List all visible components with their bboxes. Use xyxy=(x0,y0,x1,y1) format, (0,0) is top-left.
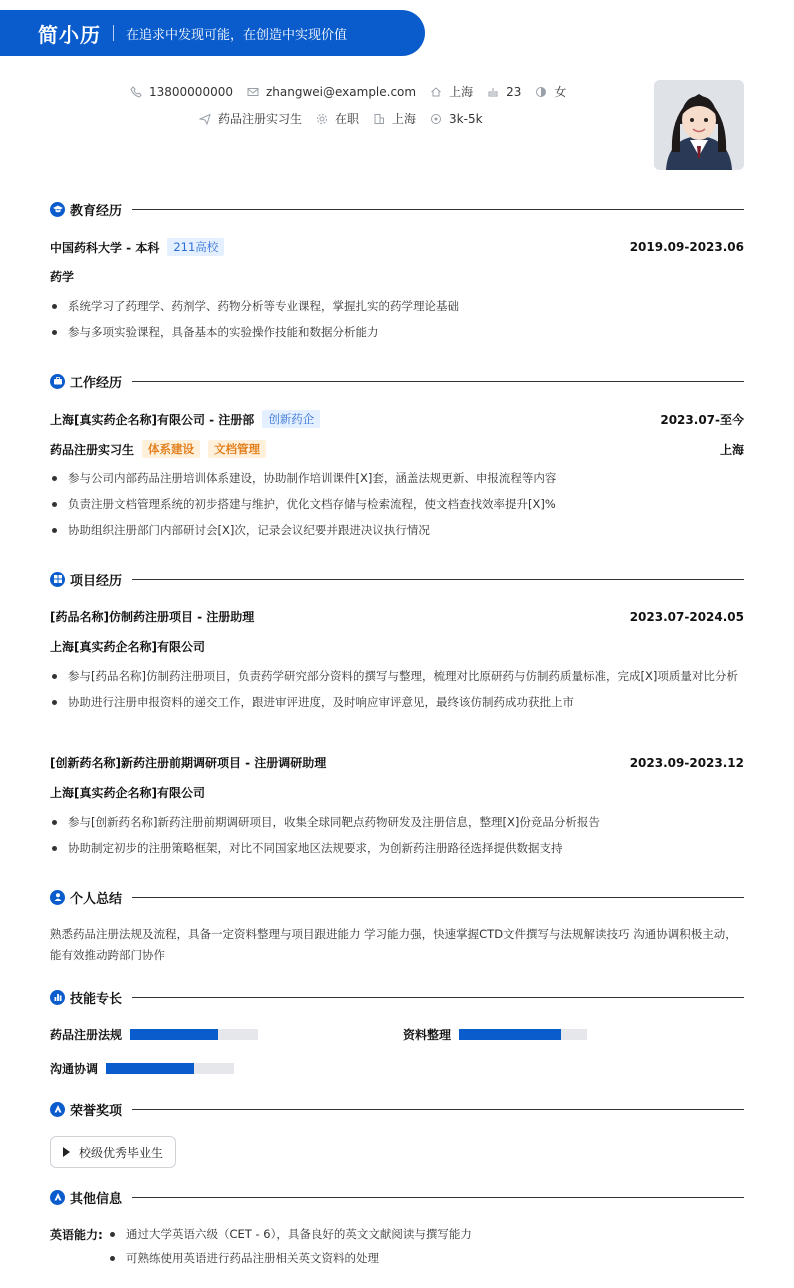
project-date: 2023.09-2023.12 xyxy=(629,755,744,770)
briefcase-icon xyxy=(50,374,65,389)
skill-item xyxy=(50,1026,258,1043)
english-label: 英语能力: xyxy=(50,1228,103,1242)
list-item: 协助进行注册申报资料的递交工作，跟进审评进度，及时响应审评意见，最终该仿制药成功获批上市 xyxy=(50,692,744,713)
work-position-row xyxy=(50,440,744,458)
list-item: 参与公司内部药品注册培训体系建设，协助制作培训课件[X]套，涵盖法规更新、申报流程等内容 xyxy=(50,468,744,489)
list-item: 系统学习了药理学、药剂学、药物分析等专业课程，掌握扎实的药学理论基础 xyxy=(50,296,744,317)
company-name: 上海[真实药企名称]有限公司 - 注册部 xyxy=(50,412,255,427)
honor-item xyxy=(50,1136,176,1168)
section-summary: 个人总结 xyxy=(50,888,744,906)
gender-icon xyxy=(535,86,547,98)
project-company-row xyxy=(50,638,744,655)
position-title: 药品注册实习生 xyxy=(50,442,135,457)
coin-icon xyxy=(430,113,442,125)
expected-salary: 3k-5k xyxy=(430,112,483,126)
building-icon xyxy=(373,113,385,125)
contact-row-2 xyxy=(199,110,497,127)
award-icon xyxy=(50,1190,65,1205)
section-divider xyxy=(132,1197,744,1198)
skill-item xyxy=(50,1060,234,1077)
skill-bar xyxy=(459,1029,587,1040)
contact-row-1 xyxy=(130,83,580,100)
section-divider xyxy=(132,897,744,898)
honor-label: 校级优秀毕业生 xyxy=(79,1145,164,1160)
school-name: 中国药科大学 - 本科 xyxy=(50,240,160,255)
skill-bar-fill xyxy=(106,1063,194,1074)
project-date: 2023.07-2024.05 xyxy=(629,609,744,624)
job-status: 在职 xyxy=(316,110,359,127)
major: 药学 xyxy=(50,270,75,284)
skill-item xyxy=(403,1026,587,1043)
project-header xyxy=(50,754,744,771)
section-divider xyxy=(132,1109,744,1110)
mail-icon xyxy=(247,86,259,98)
contact-age: 23 xyxy=(487,85,521,99)
gear-icon xyxy=(316,113,328,125)
skill-bar xyxy=(130,1029,258,1040)
education-date: 2019.09-2023.06 xyxy=(629,240,744,254)
section-education: 教育经历 xyxy=(50,200,744,218)
list-item: 参与[创新药名称]新药注册前期调研项目，收集全球同靶点药物研发及注册信息，整理[X]份竞品分析报告 xyxy=(50,812,744,833)
skill-name: 药品注册法规 xyxy=(50,1028,123,1042)
section-divider xyxy=(132,209,744,210)
contact-phone: 13800000000 xyxy=(130,85,233,99)
list-item: 负责注册文档管理系统的初步搭建与维护，优化文档存储与检索流程，使文档查找效率提升[X]% xyxy=(50,494,744,515)
section-projects: 项目经历 xyxy=(50,570,744,588)
section-divider xyxy=(132,579,744,580)
home-icon xyxy=(430,86,442,98)
work-header xyxy=(50,410,744,428)
company-tag: 创新药企 xyxy=(262,410,320,428)
award-icon xyxy=(50,1102,65,1117)
summary-text: 熟悉药品注册法规及流程，具备一定资料整理与项目跟进能力 学习能力强，快速掌握CTD文件撰写与法规解读技巧 沟通协调积极主动，能有效推动跨部门协作 xyxy=(50,927,737,962)
project-bullets xyxy=(50,666,744,718)
list-item: 参与[药品名称]仿制药注册项目，负责药学研究部分资料的撰写与整理，梳理对比原研药与仿制药质量标准，完成[X]项质量对比分析 xyxy=(50,666,744,687)
contact-gender: 女 xyxy=(535,83,566,100)
contact-email: zhangwei@example.com xyxy=(247,85,416,99)
triangle-right-icon xyxy=(63,1147,70,1157)
list-item: 协助组织注册部门内部研讨会[X]次，记录会议纪要并跟进决议执行情况 xyxy=(50,520,744,541)
project-company: 上海[真实药企名称]有限公司 xyxy=(50,640,205,654)
school-tag: 211高校 xyxy=(167,238,224,256)
project-bullets xyxy=(50,812,744,864)
education-header xyxy=(50,238,744,256)
job-intention: 药品注册实习生 xyxy=(199,110,302,127)
list-item: 参与多项实验课程，具备基本的实验操作技能和数据分析能力 xyxy=(50,322,744,343)
target-city: 上海 xyxy=(373,110,416,127)
english-list xyxy=(108,1224,744,1272)
project-name: [创新药名称]新药注册前期调研项目 - 注册调研助理 xyxy=(50,756,327,770)
skill-bar-fill xyxy=(459,1029,561,1040)
avatar xyxy=(654,80,744,170)
section-other: 其他信息 xyxy=(50,1188,744,1206)
skill-name: 资料整理 xyxy=(403,1028,452,1042)
header-banner xyxy=(0,10,425,56)
candidate-name: 简小历 xyxy=(38,22,101,47)
skill-name: 沟通协调 xyxy=(50,1062,99,1076)
graduation-cap-icon xyxy=(50,202,65,217)
education-major-row xyxy=(50,268,744,285)
project-company: 上海[真实药企名称]有限公司 xyxy=(50,786,205,800)
grid-icon xyxy=(50,572,65,587)
user-icon xyxy=(50,890,65,905)
header-slogan: 在追求中发现可能，在创造中实现价值 xyxy=(126,27,348,43)
project-header xyxy=(50,608,744,625)
bar-chart-icon xyxy=(50,990,65,1005)
list-item: 可熟练使用英语进行药品注册相关英文资料的处理 xyxy=(108,1248,744,1269)
section-divider xyxy=(132,997,744,998)
project-company-row xyxy=(50,784,744,801)
skill-bar-fill xyxy=(130,1029,218,1040)
send-icon xyxy=(199,113,211,125)
work-bullets xyxy=(50,468,744,546)
phone-icon xyxy=(130,86,142,98)
position-tag: 体系建设 xyxy=(142,440,200,458)
list-item: 协助制定初步的注册策略框架，对比不同国家地区法规要求，为创新药注册路径选择提供数据支持 xyxy=(50,838,744,859)
section-honors: 荣誉奖项 xyxy=(50,1100,744,1118)
skill-bar xyxy=(106,1063,234,1074)
education-bullets xyxy=(50,296,744,348)
cake-icon xyxy=(487,86,499,98)
work-date: 2023.07-至今 xyxy=(660,412,744,427)
section-divider xyxy=(132,381,744,382)
position-tag: 文档管理 xyxy=(208,440,266,458)
work-location: 上海 xyxy=(719,442,744,457)
header-divider xyxy=(113,25,114,41)
section-work: 工作经历 xyxy=(50,372,744,390)
contact-city: 上海 xyxy=(430,83,473,100)
project-name: [药品名称]仿制药注册项目 - 注册助理 xyxy=(50,610,255,624)
list-item: 通过大学英语六级（CET - 6），具备良好的英文文献阅读与撰写能力 xyxy=(108,1224,744,1245)
section-skills: 技能专长 xyxy=(50,988,744,1006)
